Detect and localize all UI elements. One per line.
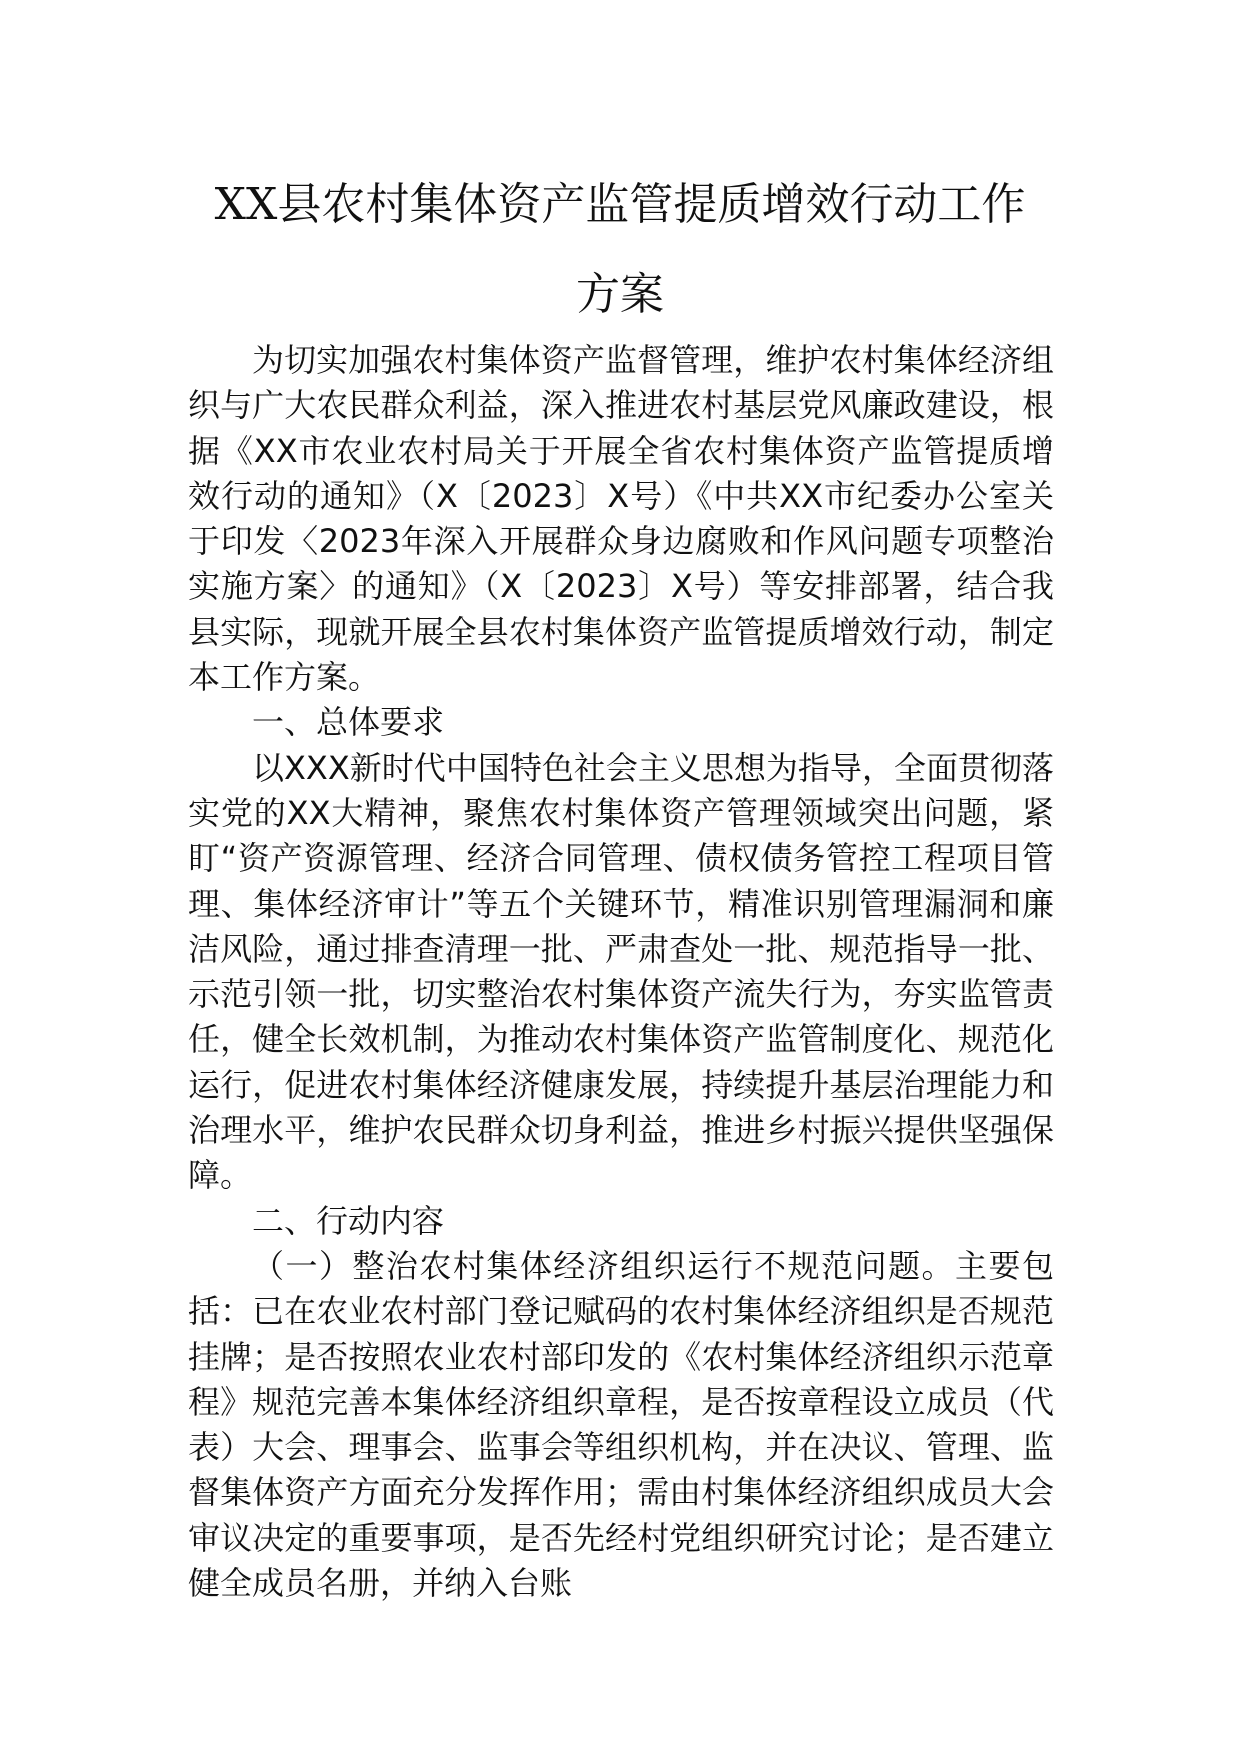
action-item-1-paragraph: （一）整治农村集体经济组织运行不规范问题。主要包括：已在农业农村部门登记赋码的农村集体经济组织是否规范挂牌；是否按照农业农村部印发的《农村集体经济组织示范章程》规范完善本集体经济组织章程，是否按章程设立成员（代表）大会、理事会、监事会等组织机构，并在决议、管理、监督集体资产方面充分发挥作用；需由村集体经济组织成员大会审议决定的重要事项，是否先经村党组织研究讨论；是否建立健全成员名册，并纳入台账 [188, 1246, 1054, 1603]
title-line-2: 方案 [576, 269, 664, 320]
section-heading-general-requirements: 一、总体要求 [252, 703, 445, 742]
document-title [150, 160, 1090, 340]
section-heading-action-content: 二、行动内容 [252, 1201, 445, 1240]
general-requirements-paragraph: 以XXX新时代中国特色社会主义思想为指导，全面贯彻落实党的XX大精神，聚焦农村集体资产管理领域突出问题，紧盯“资产资源管理、经济合同管理、债权债务管控工程项目管理、集体经济审计”等五个关键环节，精准识别管理漏洞和廉洁风险，通过排查清理一批、严肃查处一批、规范指导一批、示范引领一批，切实整治农村集体资产流失行为，夯实监管责任，健全长效机制，为推动农村集体资产监管制度化、规范化运行，促进农村集体经济健康发展，持续提升基层治理能力和治理水平，维护农民群众切身利益，推进乡村振兴提供坚强保障。 [188, 748, 1054, 1195]
intro-paragraph: 为切实加强农村集体资产监督管理，维护农村集体经济组织与广大农民群众利益，深入推进农村基层党风廉政建设，根据《XX市农业农村局关于开展全省农村集体资产监管提质增效行动的通知》（X〔2023〕X号）《中共XX市纪委办公室关于印发〈2023年深入开展群众身边腐败和作风问题专项整治实施方案〉的通知》（X〔2023〕X号）等安排部署，结合我县实际，现就开展全县农村集体资产监管提质增效行动，制定本工作方案。 [188, 341, 1054, 697]
title-line-1: XX县农村集体资产监管提质增效行动工作 [214, 179, 1026, 230]
document-body [188, 338, 1054, 1606]
